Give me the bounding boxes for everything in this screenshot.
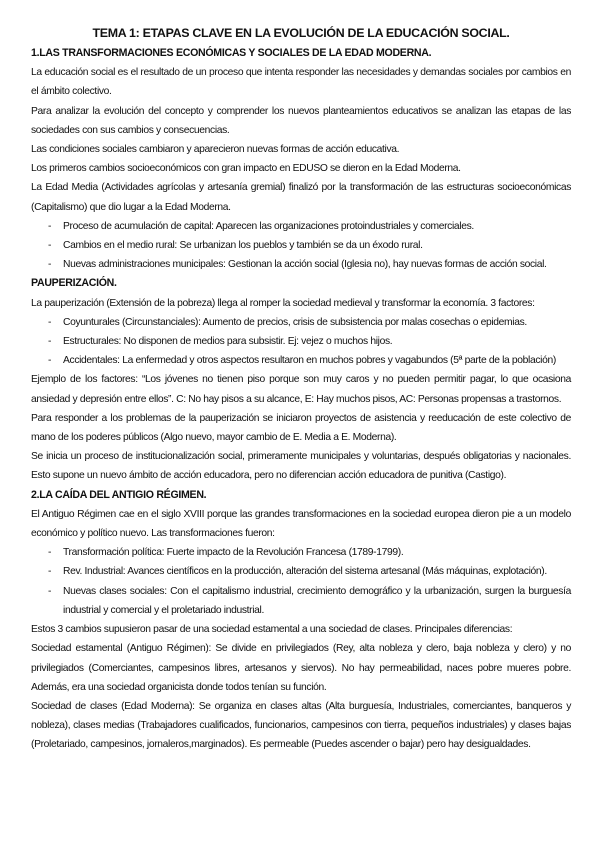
section-heading-edad-moderna: 1.LAS TRANSFORMACIONES ECONÓMICAS Y SOCIALES DE LA EDAD MODERNA. xyxy=(31,47,432,59)
list-item: - Proceso de acumulación de capital: Aparecen las organizaciones protoindustriales y comerciales. xyxy=(31,217,571,236)
section-heading-pauperizacion: PAUPERIZACIÓN. xyxy=(31,277,117,290)
paragraph: Estos 3 cambios supusieron pasar de una sociedad estamental a una sociedad de clases. Principales diferencias: xyxy=(31,624,513,636)
section-heading-antiguo-regimen: 2.LA CAÍDA DEL ANTIGIO RÉGIMEN. xyxy=(31,488,207,501)
list-item: - Transformación política: Fuerte impacto de la Revolución Francesa (1789-1799). xyxy=(31,543,571,562)
list-item: - Nuevas clases sociales: Con el capitalismo industrial, crecimiento demográfico y la urbanización, surgen la burguesía industrial y comercial y el proletariado industrial. xyxy=(31,582,571,620)
list-item: - Cambios en el medio rural: Se urbanizan los pueblos y también se da un éxodo rural. xyxy=(31,236,571,255)
list-item: - Nuevas administraciones municipales: Gestionan la acción social (Iglesia no), hay nuevas formas de acción social. xyxy=(31,255,571,274)
paragraph: Las condiciones sociales cambiaron y aparecieron nuevas formas de acción educativa. xyxy=(31,144,400,156)
bullet-list xyxy=(31,313,571,371)
paragraph: Para analizar la evolución del concepto y comprender los nuevos planteamientos educativos se analizan las etapas de las sociedades con sus cambios y consecuencias. xyxy=(31,105,571,136)
paragraph: Se inicia un proceso de institucionalización social, primeramente municipales y voluntarias, después obligatorias y nacionales. Esto supone un nuevo ámbito de acción educadora, pero no diferencian acción educadora de punitiva (Castigo). xyxy=(31,451,571,482)
list-item: - Coyunturales (Circunstanciales): Aumento de precios, crisis de subsistencia por malas cosechas o epidemias. xyxy=(31,313,571,332)
bullet-list xyxy=(31,217,571,275)
paragraph: Ejemplo de los factores: “Los jóvenes no tienen piso porque son muy caros y no pueden permitir pagar, lo que ocasiona ansiedad y depresión entre ellos”. C: No hay pisos a su alcance, E: Hay muchos pisos, AC: Personas propensas a trastornos. xyxy=(31,374,571,405)
bullet-list xyxy=(31,543,571,620)
paragraph: Sociedad estamental (Antiguo Régimen): Se divide en privilegiados (Rey, alta nobleza y clero, baja nobleza y clero) y no privilegiados (Comerciantes, campesinos libres, artesanos y siervos). No hay permeabilidad, naces pobre mueres pobre. Además, era una sociedad organicista donde todos tenían su función. xyxy=(31,643,571,693)
paragraph: La Edad Media (Actividades agrícolas y artesanía gremial) finalizó por la transformación de las estructuras socioeconómicas (Capitalismo) que dio lugar a la Edad Moderna. xyxy=(31,182,571,213)
document-title: TEMA 1: ETAPAS CLAVE EN LA EVOLUCIÓN DE LA EDUCACIÓN SOCIAL. xyxy=(92,26,510,40)
paragraph: Los primeros cambios socioeconómicos con gran impacto en EDUSO se dieron en la Edad Moderna. xyxy=(31,163,461,175)
list-item: - Rev. Industrial: Avances científicos en la producción, alteración del sistema artesanal (Más máquinas, explotación). xyxy=(31,562,571,581)
paragraph: Sociedad de clases (Edad Moderna): Se organiza en clases altas (Alta burguesía, Industriales, comerciantes, banqueros y nobleza), clases medias (Trabajadores cualificados, funcionarios, campesinos con tierra, pequeños industriales) y clases bajas (Proletariado, campesinos, jornaleros,marginados). Es permeable (Puedes ascender o bajar) pero hay desigualdades. xyxy=(31,700,571,751)
list-item: - Estructurales: No disponen de medios para subsistir. Ej: vejez o muchos hijos. xyxy=(31,332,571,351)
list-item: - Accidentales: La enfermedad y otros aspectos resultaron en muchos pobres y vagabundos (5ª parte de la población) xyxy=(31,351,571,370)
paragraph: La pauperización (Extensión de la pobreza) llega al romper la sociedad medieval y transformar la economía. 3 factores: xyxy=(31,297,535,309)
paragraph: Para responder a los problemas de la pauperización se iniciaron proyectos de asistencia y reeducación de este colectivo de mano de los poderes públicos (Algo nuevo, mayor cambio de E. Media a E. Moderna). xyxy=(31,412,571,444)
paragraph: El Antiguo Régimen cae en el siglo XVIII porque las grandes transformaciones en la sociedad europea dieron pie a un modelo económico y político nuevo. Las transformaciones fueron: xyxy=(31,508,571,540)
paragraph: La educación social es el resultado de un proceso que intenta responder las necesidades y demandas sociales por cambios en el ámbito colectivo. xyxy=(31,67,571,98)
